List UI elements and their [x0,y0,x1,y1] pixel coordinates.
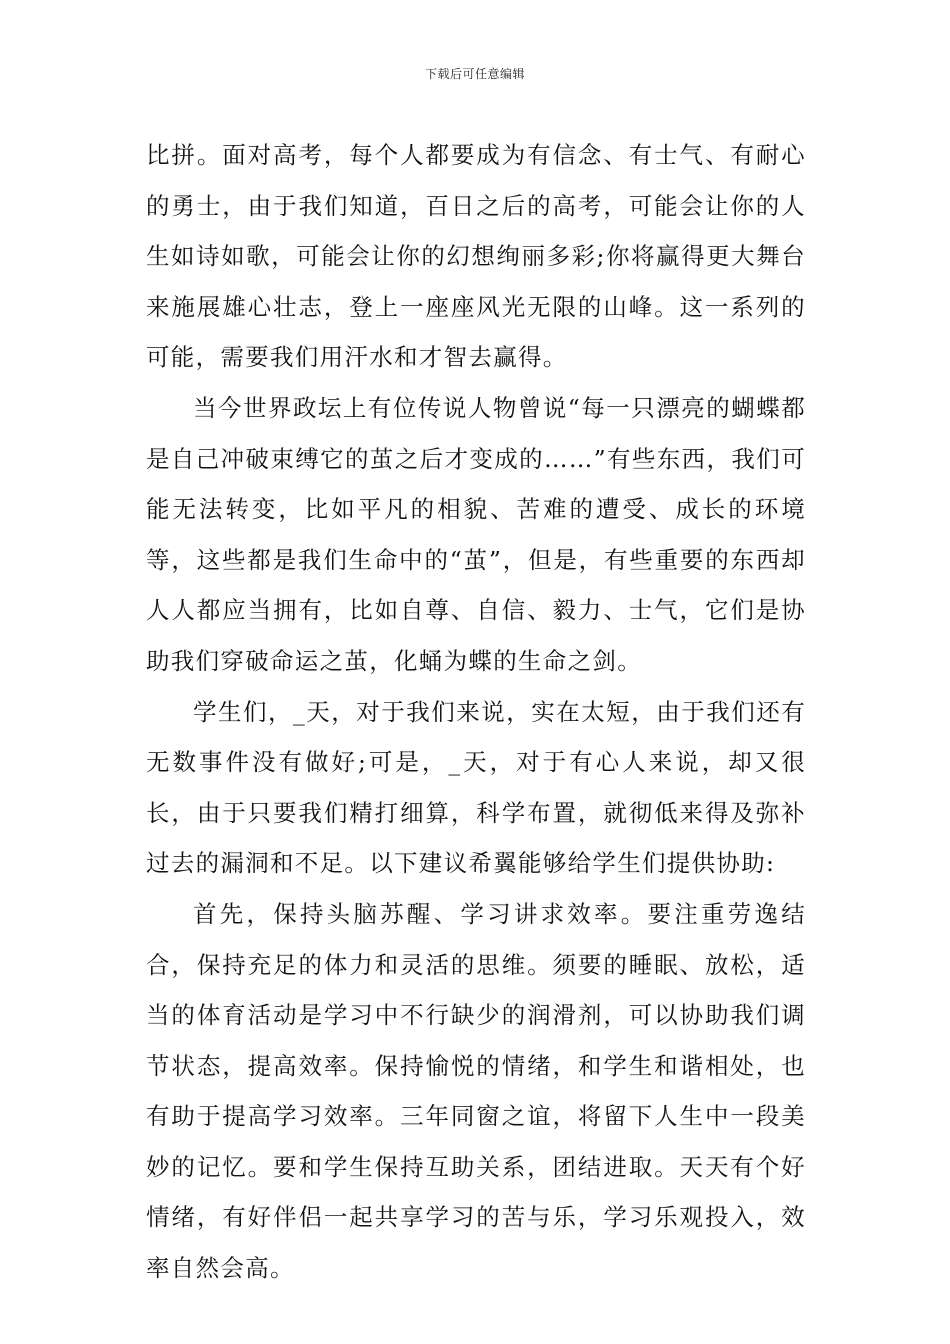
paragraph-2: 当今世界政坛上有位传说人物曾说“每一只漂亮的蝴蝶都是自己冲破束缚它的茧之后才变成的……”有些东西，我们可能无法转变，比如平凡的相貌、苦难的遭受、成长的环境等，这些都是我们生命中的“茧”，但是，有些重要的东西却人人都应当拥有，比如自尊、自信、毅力、士气，它们是协助我们穿破命运之茧，化蛹为蝶的生命之剑。 [146,393,806,675]
page-header: 下载后可任意编辑 [424,67,525,81]
paragraph-3: 学生们，_天，对于我们来说，实在太短，由于我们还有无数事件没有做好;可是，_天，对于有心人来说，却又很长，由于只要我们精打细算，科学布置，就彻低来得及弥补过去的漏洞和不足。以下建议希翼能够给学生们提供协助: [146,697,806,878]
paragraph-4: 首先，保持头脑苏醒、学习讲求效率。要注重劳逸结合，保持充足的体力和灵活的思维。须要的睡眠、放松，适当的体育活动是学习中不行缺少的润滑剂，可以协助我们调节状态，提高效率。保持愉悦的情绪，和学生和谐相处，也有助于提高学习效率。三年同窗之谊，将留下人生中一段美妙的记忆。要和学生保持互助关系，团结进取。天天有个好情绪，有好伴侣一起共享学习的苦与乐，学习乐观投入，效率自然会高。 [146,899,806,1283]
document-body [146,130,806,1294]
paragraph-1: 比拼。面对高考，每个人都要成为有信念、有士气、有耐心的勇士，由于我们知道，百日之后的高考，可能会让你的人生如诗如歌，可能会让你的幻想绚丽多彩;你将赢得更大舞台来施展雄心壮志，登上一座座风光无限的山峰。这一系列的可能，需要我们用汗水和才智去赢得。 [146,141,806,372]
